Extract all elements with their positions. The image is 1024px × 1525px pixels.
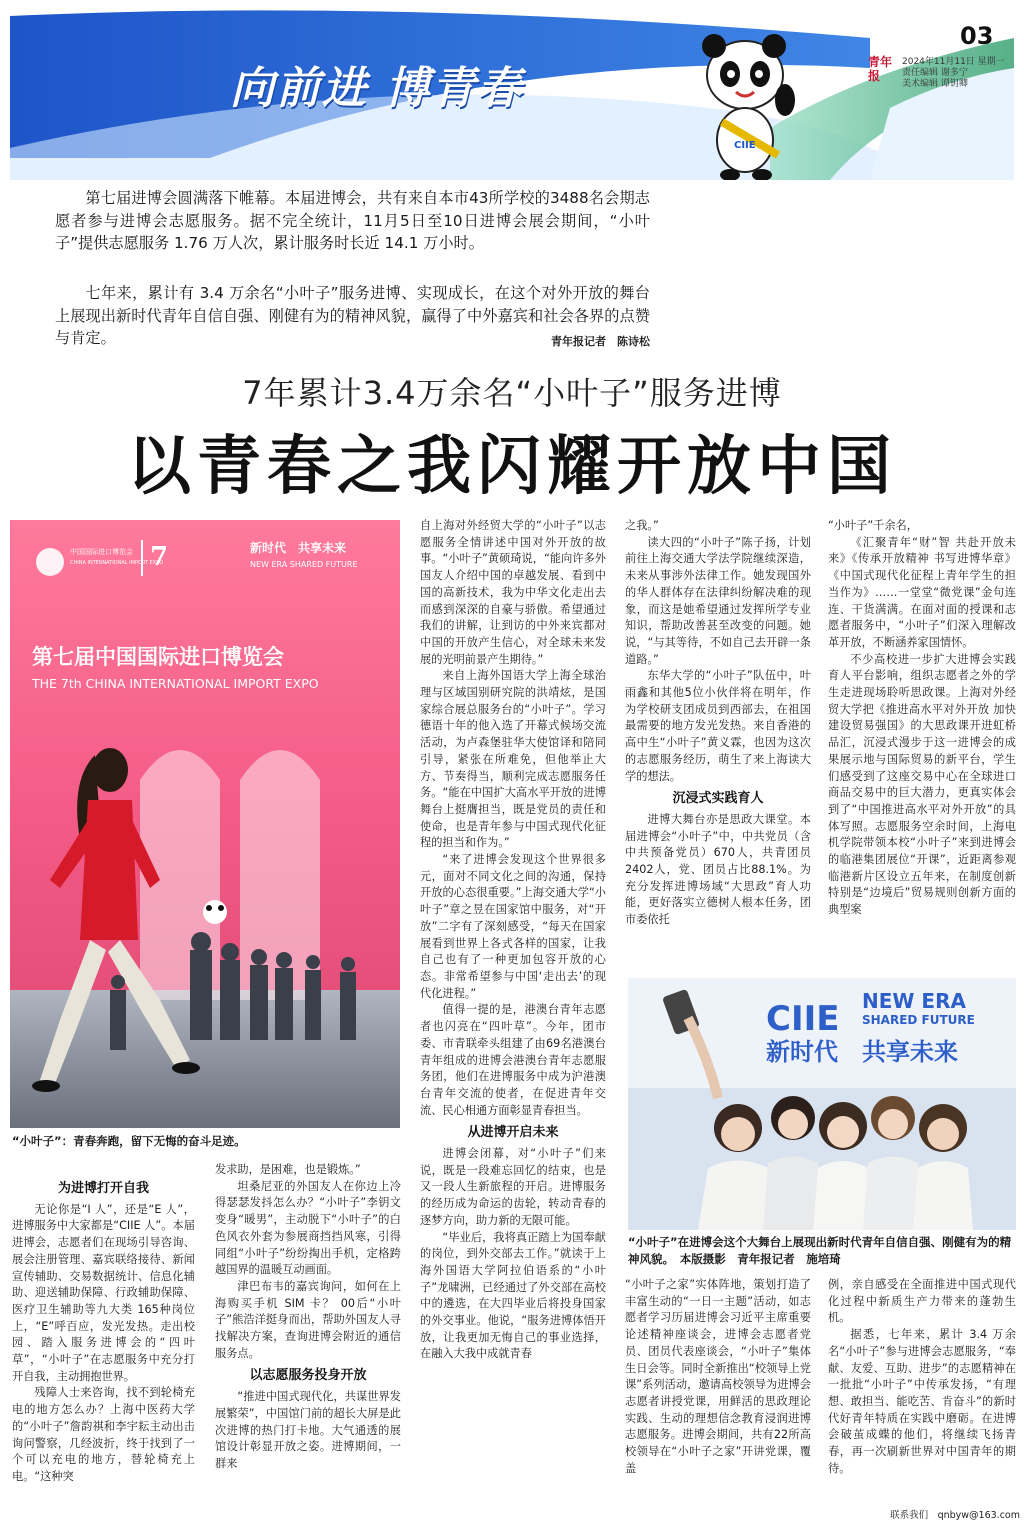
article-paragraph: 残障人士来咨询，找不到轮椅充电的地方怎么办？上海中医药大学的“小叶子”詹韵祺和李宇耘主动出击询问警察，几经波折，终于找到了一个可以充电的地方，替轮椅充上电。“这种突 [12,1386,195,1483]
article-column-5-continued [828,1277,1016,1477]
article-paragraph: 津巴布韦的嘉宾询问，如何在上海购买手机 SIM 卡？ 00后“小叶子”熊浩洋挺身而出，帮助外国友人寻找解决方案，查询进博会附近的通信服务点。 [215,1279,401,1360]
lead-paragraph-1: 第七届进博会圆满落下帷幕。本届进博会，共有来自本市43所学校的3488名会期志愿者参与进博会志愿服务。据不完全统计，11月5日至10日进博会展会期间，“小叶子”提供志愿服务 1.76 万人次，累计服务时长近 14.1 万小时。 [55,189,650,252]
article-paragraph: 据悉，七年来，累计 3.4 万余名“小叶子”参与进博会志愿服务，“奉献、友爱、互助、进步”的志愿精神在一批批“小叶子”中传承发扬，“有理想、敢担当、能吃苦、肯奋斗”的新时代好青年特质在实践中磨砺。在进博会破茧成蝶的他们，将继续飞扬青春，再一次刷新世界对中国青年的期待。 [828,1328,1016,1475]
era-en-line1: NEW ERA [862,989,966,1013]
era-en-line2: SHARED FUTURE [862,1013,975,1027]
article-paragraph: 之我。” [625,519,659,532]
expo-era-cn: 新时代 共享未来 [250,541,347,555]
article-paragraph: 不少高校进一步扩大进博会实践育人平台影响，组织志愿者之外的学生走进现场聆听思政课。上海对外经贸大学把《推进高水平对外开放 加快建设贸易强国》的大思政课开进虹桥品汇，沉浸式漫步于这一进博会的成果展示地与国际贸易的新平台，学生们感受到了这座交易中心在全球进口商品交易中的巨大潜力，更真实体会到了“中国推进高水平对外开放”的具体写照。志愿服务空余时间，上海电机学院带领本校“小叶子”来到进博会的临港集团展位“开课”，近距离参观临港新片区设立五年来，在制度创新特别是“边境后”贸易规则创新方面的典型案 [828,652,1016,917]
article-paragraph: “来了进博会发现这个世界很多元，面对不同文化之间的沟通，保持开放的心态很重要。”上海交通大学“小叶子”章之昱在国家馆中服务，对“开放”二字有了深刻感受，“每天在国家展看到世界上各式各样的国家，让我自己也有了一种更加包容开放的心态。非常希望参与中国‘走出去’的现代化进程。” [420,853,606,1000]
article-paragraph: 无论你是“I 人”，还是“E 人”，进博服务中大家都是“CIIE 人”。本届进博会，志愿者们在现场引导咨询、展会注册管理、嘉宾联络接待、新闻宣传辅助、交易数据统计、信息化辅助、迎送辅助保障、行政辅助保障、医疗卫生辅助等九大类 165种岗位上，“E”呼百应，发光发热。走出校园、踏入服务进博会的“四叶草”，“小叶子”在志愿服务中充分打开自我，主动拥抱世界。 [12,1202,195,1383]
expo-sign-en: THE 7th CHINA INTERNATIONAL IMPORT EXPO [32,676,319,691]
article-column-4-continued [625,1277,811,1477]
byline: 青年报记者 陈诗松 [551,335,650,348]
article-column-3 [420,518,606,1363]
section-heading-practice: 沉浸式实践育人 [672,791,764,807]
article-paragraph: “小叶子之家”实体阵地，策划打造了丰富生动的“一日一主题”活动，如志愿者学习历届进博会习近平主席重要论述精神座谈会，进博会志愿者党员、团员代表座谈会，“小叶子”集体生日会等。同时全新推出“校领导上党课”系列活动，邀请高校领导为进博会志愿者讲授党课，用鲜活的思政理论实践、生动的理想信念教育浸润进博志愿服务。进博会期间，共有22所高校领导在“小叶子之家”开讲党课，覆盖 [625,1278,811,1475]
expo-number-seven: 7 [150,542,169,572]
expo-sign-cn: 第七届中国国际进口博览会 [32,645,284,669]
issue-date: 2024年11月11日 星期一 [902,57,1005,67]
section-heading-volunteer: 以志愿服务投身开放 [249,1368,367,1384]
article-column-4 [625,518,811,929]
article-paragraph: 读大四的“小叶子”陈子扬，计划前往上海交通大学法学院继续深造，未来从事涉外法律工作。她发现国外的华人群体存在法律纠纷解决难的现象，而这是她希望通过发挥所学专业知识，帮助改善甚至改变的问题。她说，“与其等待，不如自己去开辟一条道路。” [625,535,811,666]
page-number: 03 [960,22,994,50]
newspaper-logo: 青年报 [868,55,893,83]
article-paragraph: 坦桑尼亚的外国友人在你边上冷得瑟瑟发抖怎么办？“小叶子”李钥文变身“暖男”，主动脱下“小叶子”的白色风衣外套为参展商挡挡风寒，引得同组“小叶子”纷纷掏出手机，定格跨越国界的温暖互动画面。 [215,1179,401,1277]
article-paragraph: 发求助，是困难，也是锻炼。” [215,1163,361,1176]
article-paragraph: “毕业后，我将真正踏上为国奉献的岗位，到外交部去工作。”就读于上海外国语大学阿拉伯语系的“小叶子”龙啸洲，已经通过了外交部在高校中的遴选，在大四毕业后将投身国家的外交事业。他说，“服务进博体悟开放，让我更加无悔自己的事业选择，在融入大我中成就青春 [420,1230,606,1361]
article-column-1 [12,1175,195,1486]
section-heading-future: 从进博开启未来 [467,1125,559,1141]
expo-era-en: NEW ERA SHARED FUTURE [250,560,358,569]
photo-expo-runner-caption: “小叶子”：青春奔跑，留下无悔的奋斗足迹。 [12,1134,246,1148]
article-paragraph: “小叶子”千余名， [828,519,918,532]
article-column-2 [215,1162,401,1473]
era-cn: 新时代 共享未来 [766,1038,958,1066]
banner-slogan: 向前进 博青春 [230,63,524,114]
article-paragraph: “推进中国式现代化，共谋世界发展繁荣”，中国馆门前的超长大屏是此次进博的热门打卡地。大气通透的展馆设计彰显开放之姿。进博期间，一群来 [215,1390,401,1470]
page-banner [10,8,1014,180]
photo-volunteer-selfie-caption: “小叶子”在进博会这个大舞台上展现出新时代青年自信自强、刚健有为的精神风貌。 本版摄影 青年报记者 施培琦 [628,1235,1012,1266]
photo-expo-runner-illustration [10,520,400,1128]
article-paragraph: 自上海对外经贸大学的“小叶子”以志愿服务全情讲述中国对外开放的故事。“小叶子”黄硕琦说，“能向许多外国友人介绍中国的卓越发展、看到中国的高新技术，我为中华文化走出去而感到深深的自豪与骄傲。希望通过我们的讲解，让到访的中外来宾都对中国的开放产生信心，对全球未来发展的光明前景产生期待。” [420,519,606,666]
art-editor-credit: 美术编辑 谭钥卿 [902,79,968,89]
ciie-brand: CIIE [766,999,840,1039]
article-paragraph: 来自上海外国语大学上海全球治理与区域国别研究院的洪靖炫，是国家综合展总服务台的“小叶子”。学习德语十年的他入选了开幕式候场交流活动，为卢森堡驻华大使馆译和陪同引导，紧张在所难免，但他举止大方、节奏得当，顺利完成志愿服务任务。“能在中国扩大高水平开放的进博舞台上挺膺担当，既是党员的责任和使命，也是青年参与中国式现代化征程的担当和作为。” [420,669,606,850]
editor-credit: 责任编辑 谢多宁 [902,68,968,78]
svg-text:CIIE: CIIE [734,140,756,151]
headline-subtitle: 7年累计3.4万余名“小叶子”服务进博 [242,374,782,412]
article-paragraph: 进博会闭幕，对“小叶子”们来说，既是一段难忘回忆的结束，也是又一段人生新旅程的开启。进博服务的经历成为命运的齿轮，转动青春的逐梦方向，助力新的无限可能。 [420,1147,606,1227]
lead-paragraph-2: 七年来，累计有 3.4 万余名“小叶子”服务进博、实现成长，在这个对外开放的舞台上展现出新时代青年自信自强、刚健有为的精神风貌，赢得了中外嘉宾和社会各界的点赞与肯定。 [55,284,650,347]
article-paragraph: 例，亲自感受在全面推进中国式现代化过程中新质生产力带来的蓬勃生机。 [828,1278,1016,1325]
masthead-info [902,57,1020,90]
panda-mascot-icon [690,30,810,180]
section-heading-open-up: 为进博打开自我 [57,1181,149,1196]
photo-volunteer-selfie [628,978,1016,1230]
article-paragraph: 《汇聚青年“财”智 共赴开放未来》《传承开放精神 书写进博华章》《中国式现代化征程上青年学生的担当作为》……一堂堂“微党课”金句连连、干货满满。在面对面的授课和志愿者服务中，“小叶子”们深入理解改革开放，不断涵养家国情怀。 [828,535,1016,649]
headline-title: 以青春之我闪耀开放中国 [127,430,897,504]
article-column-5 [828,518,1016,919]
photo-volunteer-selfie-illustration [628,978,1016,1230]
expo-logo-en: CHINA INTERNATIONAL IMPORT EXPO [70,560,164,566]
article-paragraph: 进博大舞台亦是思政大课堂。本届进博会“小叶子”中，中共党员（含中共预备党员）670人，共青团员2402人，党、团员占比88.1%。为充分发挥进博场域“大思政”育人功能，更好落实立德树人根本任务，团市委依托 [625,812,811,927]
photo-expo-runner [10,520,400,1128]
footer-contact: 联系我们 qnbyw@163.com [890,1510,1020,1521]
article-paragraph: 东华大学的“小叶子”队伍中，叶雨鑫和其他5位小伙伴将在明年，作为学校研支团成员到西部去，在祖国最需要的地方发光发热。来自香港的高中生“小叶子”黄义霖，也因为这次的志愿服务经历，萌生了来上海读大学的想法。 [625,669,811,783]
article-paragraph: 值得一提的是，港澳台青年志愿者也闪亮在“四叶草”。今年，团市委、市青联牵头组建了由69名港澳台青年组成的进博会港澳台青年志愿服务团，他们在进博服务中成为沪港澳台青年交流的使者，在促进青年交流、民心相通方面彰显青春担当。 [420,1003,606,1117]
expo-logo-cn: 中国国际进口博览会 [70,548,133,556]
